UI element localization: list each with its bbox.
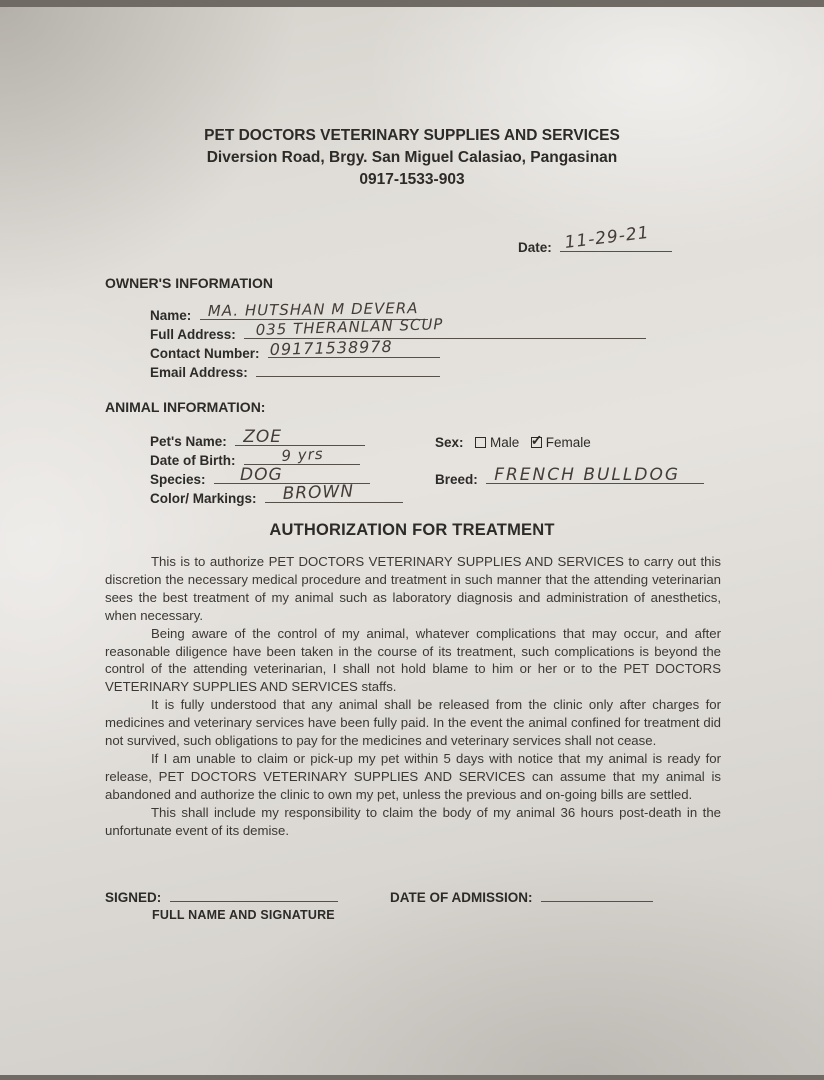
male-option-label: Male — [489, 435, 520, 450]
male-checkbox — [475, 437, 486, 448]
owner-email-line — [256, 362, 440, 377]
pet-name-row — [150, 427, 403, 450]
owner-email-label: Email Address: — [150, 365, 248, 380]
authorization-paragraph-2: Being aware of the control of my animal, whatever complications that may occur, and after reasonable diligence have been taken in the course of its treatment, such complications is beyond the control of the attending veterinarian, I shall not hold blame to him or her or to the PET DOCTORS VETERINARY SUPPLIES AND SERVICES staffs. — [105, 625, 721, 695]
female-option-label: Female — [545, 435, 591, 450]
authorization-paragraphs — [105, 553, 721, 840]
owner-contact-row — [150, 336, 646, 362]
color-markings-row — [150, 481, 403, 507]
owner-contact-handwritten: 09171538978 — [269, 336, 393, 359]
birth-date-line — [244, 444, 360, 466]
signed-label: SIGNED: — [105, 890, 162, 905]
owner-address-handwritten: 035 THERANLAN SCUP — [255, 315, 444, 340]
owner-name-handwritten: MA. HUTSHAN M DEVERA — [207, 299, 419, 321]
admission-line — [541, 887, 653, 902]
animal-section-title: ANIMAL INFORMATION: — [105, 399, 266, 415]
admission-label: DATE OF ADMISSION: — [390, 890, 533, 905]
owner-contact-line — [268, 336, 440, 359]
breed-line — [486, 465, 704, 485]
clinic-header — [0, 125, 824, 191]
authorization-paragraph-4: If I am unable to claim or pick-up my pet within 5 days with notice that my animal is ready for release, PET DOCTORS VETERINARY SUPPLIES AND SERVICES can assume that my animal is abandoned and authorize the clinic to own my pet, unless the previous and on-going bills are settled. — [105, 750, 721, 802]
clinic-address: Diversion Road, Brgy. San Miguel Calasiao, Pangasinan — [206, 149, 618, 166]
paper-sheet — [0, 7, 824, 1075]
species-row — [150, 465, 403, 488]
owner-email-row — [150, 362, 646, 381]
clinic-name: PET DOCTORS VETERINARY SUPPLIES AND SERVICES — [204, 127, 620, 144]
date-handwritten-value: 11-29-21 — [563, 222, 651, 253]
signed-row — [105, 887, 338, 906]
breed-label: Breed: — [435, 472, 478, 487]
clinic-phone: 0917-1533-903 — [359, 171, 465, 188]
authorization-title: AUTHORIZATION FOR TREATMENT — [269, 521, 555, 539]
pet-name-line — [235, 427, 365, 447]
color-markings-handwritten: BROWN — [282, 481, 355, 504]
date-line — [560, 222, 672, 253]
species-handwritten: DOG — [239, 465, 283, 485]
pet-name-label: Pet's Name: — [150, 434, 227, 449]
owner-address-label: Full Address: — [150, 327, 236, 342]
authorization-paragraph-1: This is to authorize PET DOCTORS VETERINARY SUPPLIES AND SERVICES to carry out this discretion the necessary medical procedure and treatment in such manner that the attending veterinarian sees the best treatment of my animal such as laboratory diagnosis and administration of anesthetics, when necessary. — [105, 554, 721, 623]
owner-fields — [150, 299, 646, 381]
color-markings-line — [265, 481, 403, 504]
authorization-paragraph-3: It is fully understood that any animal shall be released from the clinic only after charges for medicines and veterinary services have been fully paid. In the event the animal confined for treatment did not survived, such obligations to pay for the medicines and veterinary services shall not cease. — [105, 697, 721, 749]
birth-date-handwritten: 9 yrs — [280, 444, 325, 466]
breed-row — [435, 465, 704, 488]
sex-label: Sex: — [435, 435, 464, 450]
owner-address-line — [244, 315, 646, 340]
color-markings-label: Color/ Markings: — [150, 491, 257, 506]
breed-handwritten: FRENCH BULLDOG — [494, 465, 681, 485]
owner-contact-label: Contact Number: — [150, 346, 260, 361]
signed-line — [170, 887, 338, 902]
animal-fields-left — [150, 427, 403, 507]
date-label: Date: — [518, 240, 552, 255]
authorization-paragraph-5: This shall include my responsibility to claim the body of my animal 36 hours post-death in the unfortunate event of its demise. — [105, 804, 721, 838]
sex-row — [435, 433, 591, 452]
pet-name-handwritten: ZOE — [243, 427, 282, 447]
female-checkbox — [531, 437, 542, 448]
admission-row — [390, 887, 653, 906]
owner-name-label: Name: — [150, 308, 192, 323]
date-row — [518, 222, 672, 256]
birth-date-label: Date of Birth: — [150, 453, 236, 468]
signed-caption: FULL NAME AND SIGNATURE — [152, 908, 335, 922]
species-label: Species: — [150, 472, 206, 487]
owner-section-title: OWNER'S INFORMATION — [105, 275, 273, 291]
